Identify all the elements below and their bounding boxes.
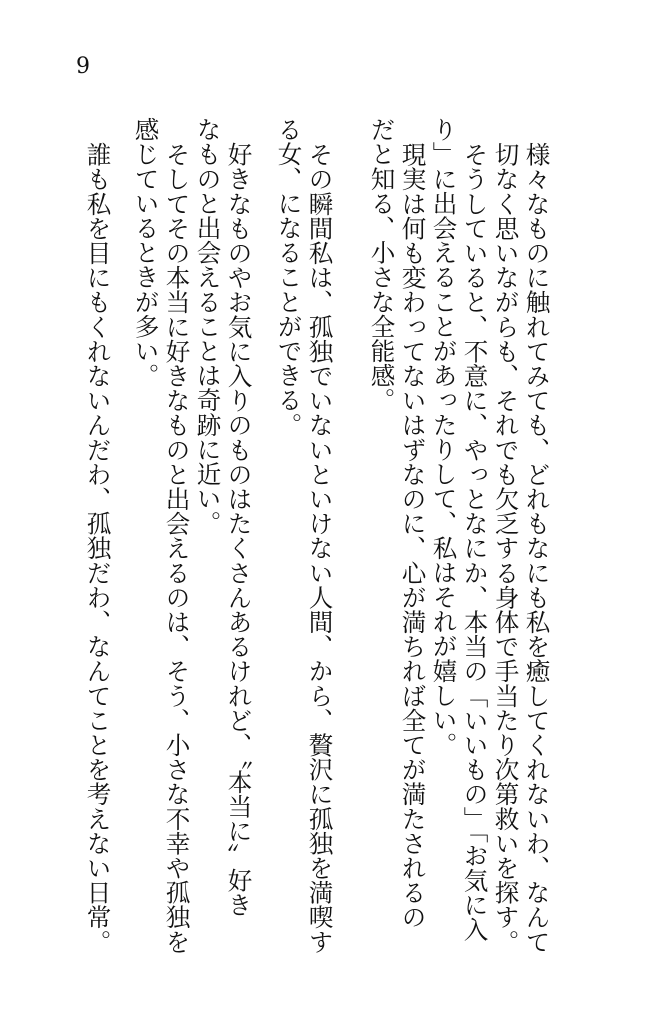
text-column-14: 感じているときが多い。 bbox=[131, 117, 161, 388]
text-column-1: 様々なものに触れてみても、どれもなにも私を癒してくれないわ、なんて bbox=[522, 142, 552, 954]
text-column-13: そしてその本当に好きなものと出会えるのは、そう、小さな不幸や孤独を bbox=[162, 142, 192, 954]
text-column-16: 誰も私を目にもくれないんだわ、孤独だわ、なんてことを考えない日常。 bbox=[83, 142, 113, 954]
text-column-2: 切なく思いながらも、それでも欠乏する身体で手当たり次第救いを探す。 bbox=[491, 142, 521, 954]
text-column-6: だと知る、小さな全能感。 bbox=[367, 117, 397, 413]
text-column-4: り」に出会えることがあったりして、私はそれが嬉しい。 bbox=[429, 117, 459, 757]
text-column-11: 好きなものやお気に入りのものはたくさんあるけれど、〝本当に〟好き bbox=[224, 142, 254, 917]
text-column-8: その瞬間私は、孤独でいないといけない人間、から、贅沢に孤独を満喫す bbox=[305, 142, 335, 954]
text-column-9: る女、になることができる。 bbox=[274, 117, 304, 437]
text-column-5: 現実は何も変わってないはずなのに、心が満ちれば全てが満たされるの bbox=[398, 142, 428, 930]
page-number: 9 bbox=[76, 54, 90, 79]
text-column-12: なものと出会えることは奇跡に近い。 bbox=[193, 117, 223, 536]
text-column-3: そうしていると、不意に、やっとなにか、本当の「いいもの」「お気に入 bbox=[460, 142, 490, 942]
